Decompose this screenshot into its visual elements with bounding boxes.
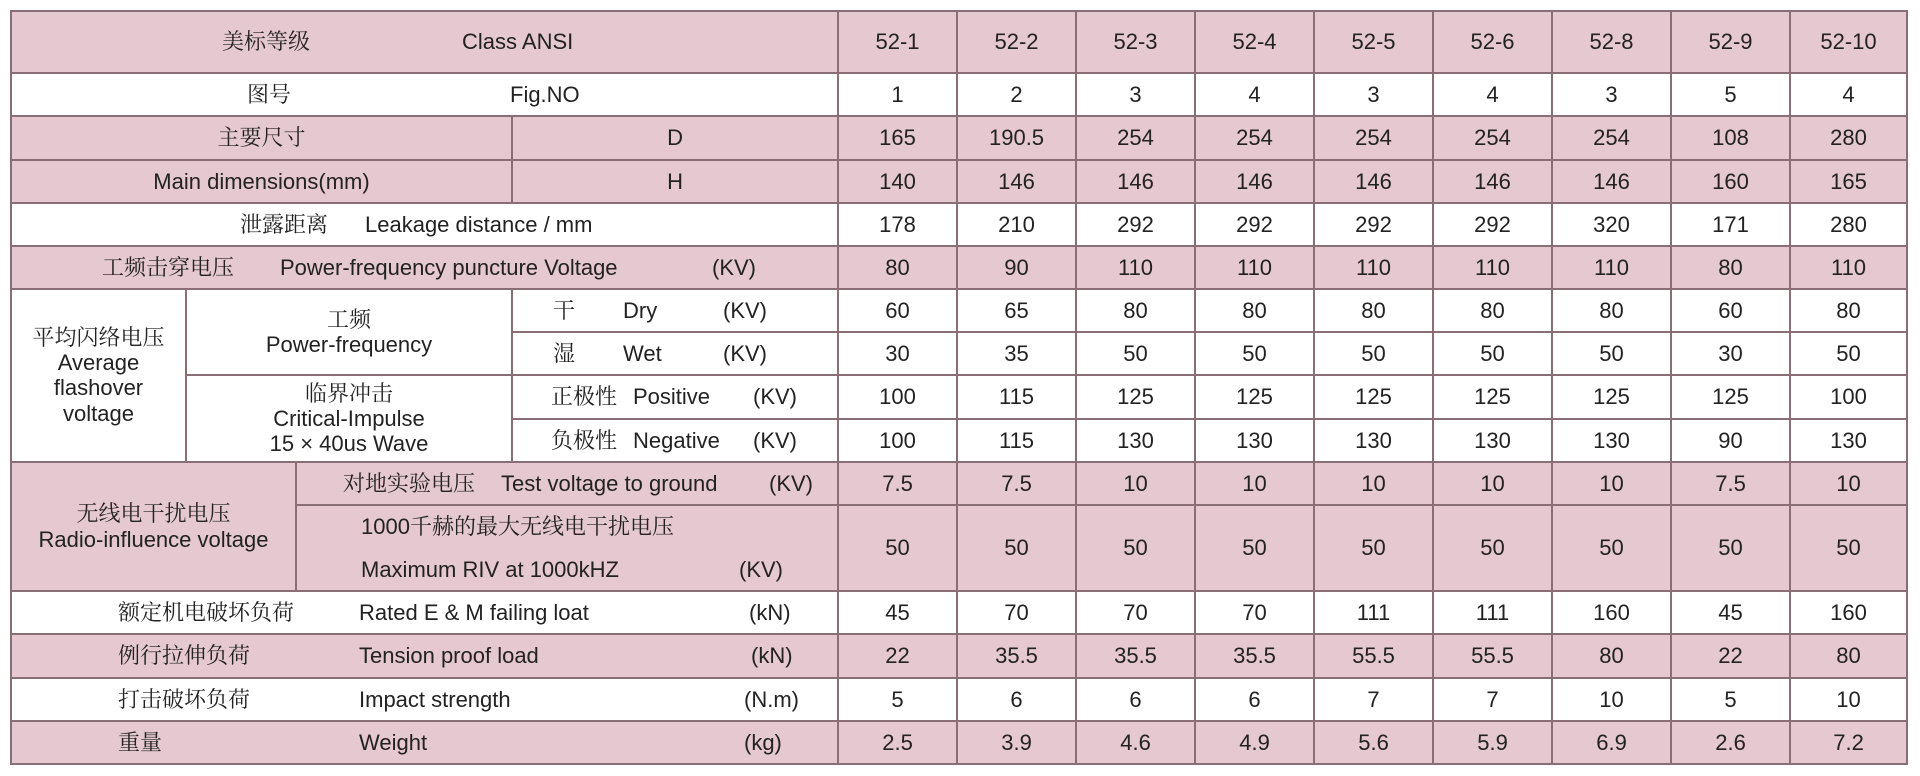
leakage-cell: 280 — [1790, 203, 1907, 246]
class-cell: 52-5 — [1314, 11, 1433, 73]
riv-max-label-cn: 1000千赫的最大无线电干扰电压 — [361, 513, 674, 539]
flashover-label-en-1: Average — [57, 350, 140, 376]
dimension-d-row — [11, 116, 1907, 159]
dimension-h-cell: 165 — [1790, 160, 1907, 203]
positive-cell: 125 — [1076, 375, 1195, 418]
riv-max-row — [11, 505, 1907, 591]
impact-cell: 7 — [1314, 678, 1433, 721]
wet-label-cell — [512, 332, 838, 375]
dry-unit: (KV) — [723, 298, 767, 324]
puncture-unit: (KV) — [712, 254, 756, 280]
dimension-d-cell: 108 — [1671, 116, 1790, 159]
leakage-cell: 292 — [1433, 203, 1552, 246]
dry-cell: 80 — [1195, 289, 1314, 332]
negative-cell: 100 — [838, 419, 957, 462]
riv-label-cell — [11, 462, 296, 592]
riv-test-cell: 10 — [1314, 462, 1433, 505]
impact-label-cell — [11, 678, 838, 721]
dimension-h-row — [11, 160, 1907, 203]
negative-cell: 115 — [957, 419, 1076, 462]
rated-em-cell: 111 — [1433, 591, 1552, 634]
flashover-label-en-3: voltage — [63, 400, 134, 426]
negative-cell: 90 — [1671, 419, 1790, 462]
wet-label-cn: 湿 — [553, 341, 576, 367]
tension-cell: 35.5 — [1195, 634, 1314, 677]
tension-cell: 22 — [1671, 634, 1790, 677]
riv-test-row — [11, 462, 1907, 505]
tension-label-cell — [11, 634, 838, 677]
positive-unit: (KV) — [753, 384, 797, 410]
wet-cell: 50 — [1076, 332, 1195, 375]
dimension-d-cell: 254 — [1076, 116, 1195, 159]
riv-max-cell: 50 — [1433, 505, 1552, 591]
dry-cell: 60 — [838, 289, 957, 332]
puncture-cell: 80 — [838, 246, 957, 289]
dimension-d-cell: 254 — [1552, 116, 1671, 159]
class-label-cell — [11, 11, 838, 73]
positive-label-cn: 正极性 — [551, 384, 618, 410]
critical-impulse-label-en: Critical-Impulse — [273, 405, 425, 431]
weight-label-cn: 重量 — [118, 729, 163, 755]
tension-label-en: Tension proof load — [359, 643, 539, 669]
riv-test-cell: 10 — [1195, 462, 1314, 505]
puncture-label-cell — [11, 246, 838, 289]
riv-max-cell: 50 — [1076, 505, 1195, 591]
tension-cell: 55.5 — [1314, 634, 1433, 677]
class-cell: 52-9 — [1671, 11, 1790, 73]
riv-test-cell: 10 — [1076, 462, 1195, 505]
class-label-cn: 美标等级 — [222, 29, 311, 55]
wet-cell: 30 — [1671, 332, 1790, 375]
weight-cell: 4.6 — [1076, 721, 1195, 764]
fig-no-cell: 3 — [1552, 73, 1671, 116]
class-label-en: Class ANSI — [462, 29, 574, 55]
weight-cell: 7.2 — [1790, 721, 1907, 764]
leakage-cell: 210 — [957, 203, 1076, 246]
fig-no-label-en: Fig.NO — [510, 82, 580, 108]
dimension-d-cell: 190.5 — [957, 116, 1076, 159]
rated-em-cell: 70 — [957, 591, 1076, 634]
positive-label-en: Positive — [633, 384, 711, 410]
puncture-row — [11, 246, 1907, 289]
impact-label-en: Impact strength — [359, 686, 511, 712]
riv-test-unit: (KV) — [769, 470, 813, 496]
dimension-h-cell: 146 — [957, 160, 1076, 203]
riv-max-cell: 50 — [1790, 505, 1907, 591]
flashover-label-cell — [11, 289, 186, 462]
positive-cell: 100 — [1790, 375, 1907, 418]
class-cell: 52-4 — [1195, 11, 1314, 73]
power-frequency-label-cn: 工频 — [326, 306, 371, 332]
impact-cell: 10 — [1790, 678, 1907, 721]
impact-cell: 7 — [1433, 678, 1552, 721]
spec-table — [10, 10, 1908, 765]
rated-em-cell: 160 — [1552, 591, 1671, 634]
positive-cell: 125 — [1552, 375, 1671, 418]
negative-cell: 130 — [1552, 419, 1671, 462]
flashover-label-en-2: flashover — [53, 375, 144, 401]
flashover-positive-row — [11, 375, 1907, 418]
weight-cell: 3.9 — [957, 721, 1076, 764]
dimension-d-cell: 254 — [1314, 116, 1433, 159]
impact-unit: (N.m) — [744, 686, 799, 712]
negative-cell: 130 — [1195, 419, 1314, 462]
riv-label-cn: 无线电干扰电压 — [76, 501, 231, 527]
fig-no-label-cn: 图号 — [247, 82, 292, 108]
riv-test-label-cn: 对地实验电压 — [343, 470, 476, 496]
riv-max-cell: 50 — [1195, 505, 1314, 591]
main-dimensions-label-cn: 主要尺寸 — [11, 116, 512, 159]
leakage-row — [11, 203, 1907, 246]
positive-cell: 125 — [1314, 375, 1433, 418]
impact-cell: 6 — [1195, 678, 1314, 721]
wet-unit: (KV) — [723, 341, 767, 367]
dimension-d-cell: 280 — [1790, 116, 1907, 159]
puncture-cell: 90 — [957, 246, 1076, 289]
negative-cell: 130 — [1076, 419, 1195, 462]
fig-no-cell: 3 — [1076, 73, 1195, 116]
dimension-d-label: D — [512, 116, 838, 159]
impact-label-cn: 打击破坏负荷 — [118, 686, 251, 712]
puncture-cell: 110 — [1433, 246, 1552, 289]
leakage-cell: 292 — [1076, 203, 1195, 246]
fig-no-cell: 5 — [1671, 73, 1790, 116]
dry-cell: 80 — [1433, 289, 1552, 332]
riv-test-cell: 7.5 — [957, 462, 1076, 505]
puncture-cell: 110 — [1790, 246, 1907, 289]
negative-label-cell — [512, 419, 838, 462]
impact-cell: 5 — [838, 678, 957, 721]
weight-label-en: Weight — [359, 729, 428, 755]
wet-cell: 30 — [838, 332, 957, 375]
main-dimensions-label-en: Main dimensions(mm) — [11, 160, 512, 203]
leakage-cell: 320 — [1552, 203, 1671, 246]
impact-cell: 5 — [1671, 678, 1790, 721]
tension-cell: 80 — [1552, 634, 1671, 677]
class-cell: 52-3 — [1076, 11, 1195, 73]
riv-test-cell: 10 — [1552, 462, 1671, 505]
riv-max-cell: 50 — [1314, 505, 1433, 591]
class-cell: 52-2 — [957, 11, 1076, 73]
riv-test-cell: 7.5 — [838, 462, 957, 505]
fig-no-cell: 3 — [1314, 73, 1433, 116]
riv-max-cell: 50 — [838, 505, 957, 591]
leakage-cell: 171 — [1671, 203, 1790, 246]
tension-cell: 35.5 — [957, 634, 1076, 677]
tension-label-cn: 例行拉伸负荷 — [118, 643, 251, 669]
riv-test-cell: 10 — [1790, 462, 1907, 505]
riv-max-label-cell — [296, 505, 838, 591]
flashover-label-cn: 平均闪络电压 — [32, 324, 165, 350]
positive-label-cell — [512, 375, 838, 418]
negative-cell: 130 — [1314, 419, 1433, 462]
impact-cell: 6 — [957, 678, 1076, 721]
leakage-cell: 292 — [1314, 203, 1433, 246]
dimension-h-cell: 146 — [1552, 160, 1671, 203]
positive-cell: 125 — [1195, 375, 1314, 418]
rated-em-cell: 111 — [1314, 591, 1433, 634]
riv-max-cell: 50 — [1671, 505, 1790, 591]
weight-cell: 5.9 — [1433, 721, 1552, 764]
negative-label-cn: 负极性 — [551, 427, 618, 453]
riv-max-cell: 50 — [1552, 505, 1671, 591]
puncture-label-cn: 工频击穿电压 — [102, 254, 235, 280]
riv-test-label-cell — [296, 462, 838, 505]
fig-no-label-cell — [11, 73, 838, 116]
dimension-d-cell: 254 — [1195, 116, 1314, 159]
dry-label-en: Dry — [623, 298, 658, 324]
dry-cell: 60 — [1671, 289, 1790, 332]
dimension-h-cell: 146 — [1195, 160, 1314, 203]
negative-unit: (KV) — [753, 427, 797, 453]
dry-cell: 80 — [1076, 289, 1195, 332]
wet-cell: 50 — [1433, 332, 1552, 375]
rated-em-label-cell — [11, 591, 838, 634]
negative-cell: 130 — [1790, 419, 1907, 462]
positive-cell: 125 — [1671, 375, 1790, 418]
dimension-d-cell: 165 — [838, 116, 957, 159]
rated-em-cell: 45 — [838, 591, 957, 634]
dimension-h-cell: 160 — [1671, 160, 1790, 203]
header-row — [11, 11, 1907, 73]
leakage-cell: 178 — [838, 203, 957, 246]
dimension-h-cell: 140 — [838, 160, 957, 203]
rated-em-cell: 45 — [1671, 591, 1790, 634]
riv-test-cell: 7.5 — [1671, 462, 1790, 505]
weight-cell: 6.9 — [1552, 721, 1671, 764]
critical-impulse-wave: 15 × 40us Wave — [269, 431, 429, 457]
power-frequency-label-cell — [186, 289, 512, 375]
critical-impulse-label-cn: 临界冲击 — [304, 380, 393, 406]
tension-cell: 80 — [1790, 634, 1907, 677]
positive-cell: 125 — [1433, 375, 1552, 418]
puncture-cell: 110 — [1195, 246, 1314, 289]
wet-label-en: Wet — [623, 341, 662, 367]
negative-label-en: Negative — [633, 427, 720, 453]
rated-em-label-cn: 额定机电破坏负荷 — [118, 600, 295, 626]
rated-em-label-en: Rated E & M failing loat — [359, 600, 589, 626]
tension-cell: 55.5 — [1433, 634, 1552, 677]
leakage-label-en: Leakage distance / mm — [365, 211, 593, 237]
class-cell: 52-6 — [1433, 11, 1552, 73]
dry-cell: 80 — [1552, 289, 1671, 332]
dry-cell: 65 — [957, 289, 1076, 332]
dimension-h-cell: 146 — [1076, 160, 1195, 203]
riv-max-unit: (KV) — [739, 557, 783, 583]
rated-em-row — [11, 591, 1907, 634]
tension-unit: (kN) — [751, 643, 793, 669]
wet-cell: 50 — [1195, 332, 1314, 375]
wet-cell: 50 — [1314, 332, 1433, 375]
power-frequency-label-en: Power-frequency — [265, 332, 433, 358]
wet-cell: 50 — [1790, 332, 1907, 375]
dimension-h-label: H — [512, 160, 838, 203]
riv-max-label-en: Maximum RIV at 1000kHZ — [361, 557, 619, 583]
leakage-cell: 292 — [1195, 203, 1314, 246]
impact-cell: 6 — [1076, 678, 1195, 721]
fig-no-cell: 1 — [838, 73, 957, 116]
riv-test-cell: 10 — [1433, 462, 1552, 505]
class-cell: 52-1 — [838, 11, 957, 73]
dry-label-cn: 干 — [553, 298, 576, 324]
dry-cell: 80 — [1790, 289, 1907, 332]
class-cell: 52-10 — [1790, 11, 1907, 73]
weight-cell: 5.6 — [1314, 721, 1433, 764]
positive-cell: 100 — [838, 375, 957, 418]
flashover-dry-row — [11, 289, 1907, 332]
weight-cell: 4.9 — [1195, 721, 1314, 764]
leakage-label-cell — [11, 203, 838, 246]
puncture-cell: 110 — [1076, 246, 1195, 289]
puncture-cell: 80 — [1671, 246, 1790, 289]
class-cell: 52-8 — [1552, 11, 1671, 73]
tension-row — [11, 634, 1907, 677]
impact-cell: 10 — [1552, 678, 1671, 721]
puncture-label-en: Power-frequency puncture Voltage — [280, 254, 618, 280]
impact-row — [11, 678, 1907, 721]
fig-no-cell: 2 — [957, 73, 1076, 116]
weight-unit: (kg) — [744, 729, 782, 755]
weight-label-cell — [11, 721, 838, 764]
leakage-label-cn: 泄露距离 — [240, 211, 329, 237]
dimension-h-cell: 146 — [1433, 160, 1552, 203]
weight-cell: 2.6 — [1671, 721, 1790, 764]
dimension-h-cell: 146 — [1314, 160, 1433, 203]
rated-em-cell: 70 — [1195, 591, 1314, 634]
positive-cell: 115 — [957, 375, 1076, 418]
weight-cell: 2.5 — [838, 721, 957, 764]
riv-max-cell: 50 — [957, 505, 1076, 591]
dry-cell: 80 — [1314, 289, 1433, 332]
fig-no-cell: 4 — [1195, 73, 1314, 116]
rated-em-cell: 160 — [1790, 591, 1907, 634]
critical-impulse-label-cell — [186, 375, 512, 461]
riv-label-en: Radio-influence voltage — [38, 526, 269, 552]
riv-test-label-en: Test voltage to ground — [501, 470, 718, 496]
fig-no-cell: 4 — [1790, 73, 1907, 116]
dry-label-cell — [512, 289, 838, 332]
dimension-d-cell: 254 — [1433, 116, 1552, 159]
tension-cell: 35.5 — [1076, 634, 1195, 677]
rated-em-unit: (kN) — [749, 600, 791, 626]
rated-em-cell: 70 — [1076, 591, 1195, 634]
wet-cell: 50 — [1552, 332, 1671, 375]
puncture-cell: 110 — [1314, 246, 1433, 289]
negative-cell: 130 — [1433, 419, 1552, 462]
tension-cell: 22 — [838, 634, 957, 677]
puncture-cell: 110 — [1552, 246, 1671, 289]
weight-row — [11, 721, 1907, 764]
wet-cell: 35 — [957, 332, 1076, 375]
fig-no-row — [11, 73, 1907, 116]
fig-no-cell: 4 — [1433, 73, 1552, 116]
